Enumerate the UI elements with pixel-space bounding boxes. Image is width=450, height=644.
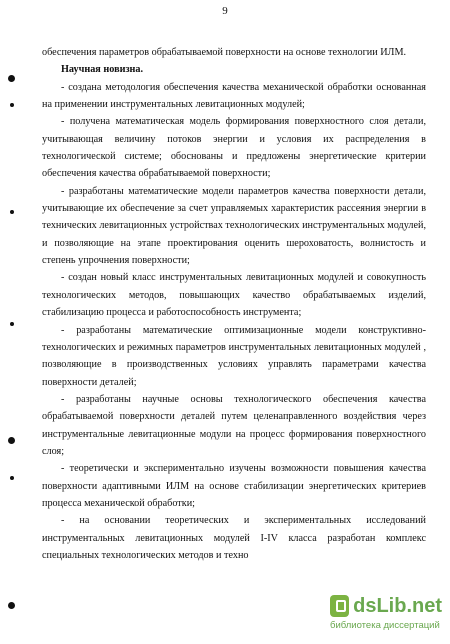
- margin-punch-mark: [8, 75, 15, 82]
- book-icon: [330, 595, 349, 617]
- list-item: - создан новый класс инструментальных левитационных модулей и совокупность технологических методов, повышающих качество обрабатываемых изделий, стабилизацию процесса и работоспособность инструмента;: [42, 272, 426, 319]
- page-number: 9: [222, 5, 228, 17]
- margin-punch-mark: [8, 437, 15, 444]
- margin-punch-mark: [10, 476, 14, 480]
- margin-punch-mark: [10, 322, 14, 326]
- site-watermark[interactable]: [330, 594, 442, 638]
- watermark-logo: dsLib.net: [353, 595, 442, 617]
- list-item: - разработаны математические оптимизационные модели конструктивно-технологических и режимных параметров инструментальных левитационных модулей , позволяющие в производственных условиях управлять параметрами качества поверхности деталей;: [42, 324, 426, 388]
- paragraph: обеспечения параметров обрабатываемой поверхности на основе технологии ИЛМ.: [42, 47, 407, 58]
- list-item: - на основании теоретических и экспериментальных исследований инструментальных левитационных модулей I-IV класса разработан комплекс специальных технологических методов и техно: [42, 515, 426, 561]
- section-heading: Научная новизна.: [61, 64, 144, 76]
- list-item: - теоретически и экспериментально изучены возможности повышения качества поверхности адаптивными ИЛМ на основе стабилизации энергетических критериев процесса механической обработки;: [42, 463, 426, 509]
- watermark-subtitle: библиотека диссертаций: [330, 620, 440, 631]
- list-item: - получена математическая модель формирования поверхностного слоя детали, учитывающая величину потоков энергии и условия их распределения в технологической системе; обоснованы и предложены энергетические критерии обеспечения качества обрабатываемой поверхности;: [42, 116, 426, 180]
- list-item: - разработаны математические модели параметров качества поверхности детали, учитывающие их обеспечение за счет управляемых характеристик рассеяния энергии в технических левитационных устройствах технологических инструментальных модулей, и позволяющие на этапе проектирования оценить шероховатость, волнистость и степень упрочнения поверхности;: [42, 185, 426, 267]
- list-item: - создана методология обеспечения качества механической обработки основанная на применении инструментальных левитационных модулей;: [42, 81, 426, 111]
- margin-punch-mark: [10, 103, 14, 107]
- margin-punch-mark: [10, 210, 14, 214]
- margin-punch-mark: [8, 602, 15, 609]
- list-item: - разработаны научные основы технологического обеспечения качества обрабатываемой поверхности деталей путем целенаправленного воздействия через инструментальные левитационные модули на процесс формирования поверхностного слоя;: [42, 393, 426, 457]
- document-body: [42, 44, 426, 564]
